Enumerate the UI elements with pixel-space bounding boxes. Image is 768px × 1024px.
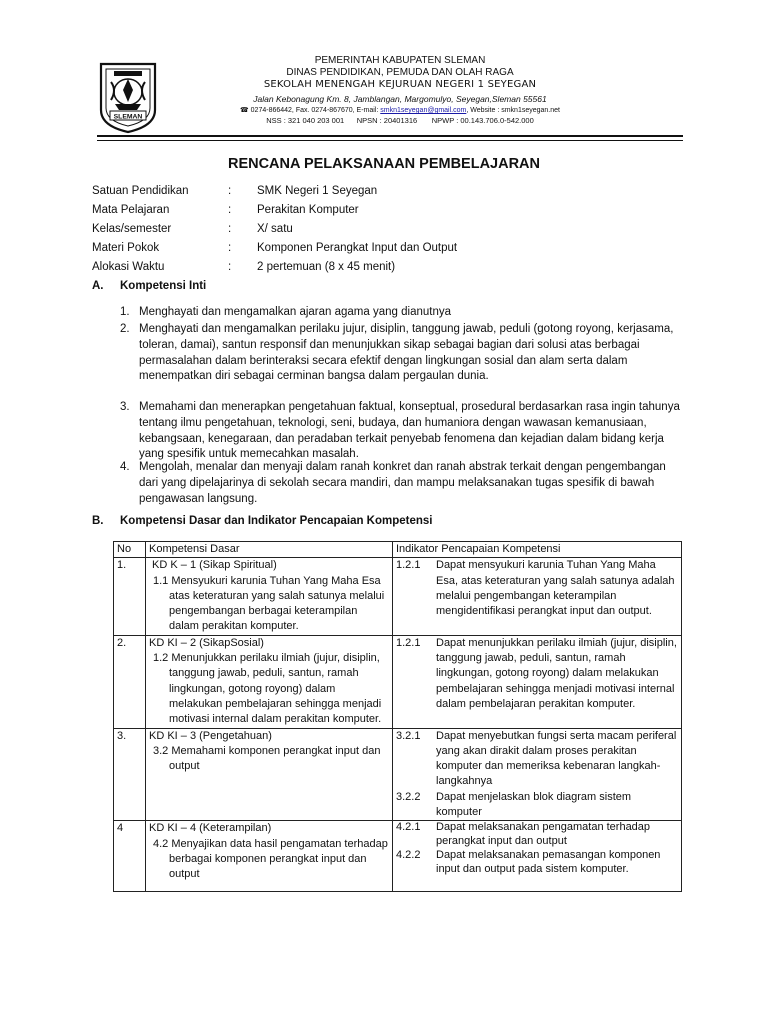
section-a-letter: A. bbox=[92, 280, 104, 292]
indicator-number: 3.2.1 bbox=[396, 729, 421, 742]
ki-number: 4. bbox=[120, 461, 130, 473]
header-contact bbox=[160, 106, 640, 114]
indicator-cell bbox=[393, 728, 682, 821]
table-row bbox=[114, 558, 682, 635]
ki-number: 3. bbox=[120, 401, 130, 413]
kd-cell bbox=[146, 821, 393, 891]
ki-text: Mengolah, menalar dan menyaji dalam ranah konkret dan ranah abstrak terkait dengan pengembangan dari yang dipelajarinya di sekolah secara mandiri, dan mampu melaksanakan tugas spesifik di bawah pengawasan langsung. bbox=[139, 461, 666, 505]
header-divider-thin bbox=[97, 140, 683, 141]
table-row bbox=[114, 821, 682, 891]
info-label-alokasi: Alokasi Waktu bbox=[92, 261, 165, 273]
info-label-satuan: Satuan Pendidikan bbox=[92, 185, 189, 197]
indicator-text: Dapat melaksanakan pemasangan komponen input dan output pada sistem komputer. bbox=[436, 848, 661, 875]
header-contact-suffix: , Website : smkn1seyegan.net bbox=[466, 107, 560, 114]
table-row bbox=[114, 635, 682, 728]
kd-head: KD KI – 4 (Keterampilan) bbox=[149, 822, 272, 835]
info-label-mapel: Mata Pelajaran bbox=[92, 204, 170, 216]
info-value-materi: Komponen Perangkat Input dan Output bbox=[257, 242, 458, 254]
section-a-title: Kompetensi Inti bbox=[120, 280, 207, 292]
row-no: 1. bbox=[114, 558, 146, 635]
kd-cell bbox=[146, 558, 393, 635]
table-row bbox=[114, 728, 682, 821]
indicator-text: Dapat menjelaskan blok diagram sistem komputer bbox=[436, 790, 632, 819]
section-b-letter: B. bbox=[92, 515, 104, 527]
info-value-mapel: Perakitan Komputer bbox=[257, 204, 359, 216]
header-no: No bbox=[114, 542, 146, 558]
kd-body: 1.1 Mensyukuri karunia Tuhan Yang Maha Esa atas keteraturan yang salah satunya melalui pengembangan berbagai keterampilan dalam perakitan komputer. bbox=[153, 574, 385, 633]
info-colon: : bbox=[228, 204, 232, 216]
indicator-text: Dapat menunjukkan perilaku ilmiah (jujur, disiplin, tanggung jawab, peduli, santun, ramah lingkungan, gotong royong) dalam melakukan pembelajaran sehingga menjadi motivasi internal dalam pembelajaran perakitan komputer. bbox=[436, 636, 677, 710]
kd-head: KD K – 1 (Sikap Spiritual) bbox=[149, 559, 277, 572]
info-label-kelas: Kelas/semester bbox=[92, 223, 172, 235]
header-department: DINAS PENDIDIKAN, PEMUDA DAN OLAH RAGA bbox=[286, 67, 514, 78]
indicator-item bbox=[396, 729, 678, 790]
indicator-cell bbox=[393, 821, 682, 891]
indicator-cell bbox=[393, 558, 682, 635]
ki-number: 1. bbox=[120, 306, 130, 318]
info-colon: : bbox=[228, 185, 232, 197]
kd-head: KD KI – 3 (Pengetahuan) bbox=[149, 729, 272, 742]
row-no: 2. bbox=[114, 635, 146, 728]
indicator-item bbox=[396, 790, 678, 821]
logo-text: SLEMAN bbox=[113, 113, 143, 121]
header-kd: Kompetensi Dasar bbox=[146, 542, 393, 558]
kd-body: 3.2 Memahami komponen perangkat input dan output bbox=[153, 744, 381, 773]
header-school-name: SEKOLAH MENENGAH KEJURUAN NEGERI 1 SEYEGAN bbox=[263, 79, 537, 90]
indicator-number: 1.2.1 bbox=[396, 559, 421, 572]
header-address: Jalan Kebonagung Km. 8, Jamblangan, Margomulyo, Seyegan,Sleman 55561 bbox=[253, 94, 547, 104]
row-no: 4 bbox=[114, 821, 146, 891]
section-b-title: Kompetensi Dasar dan Indikator Pencapaian Kompetensi bbox=[120, 515, 433, 527]
kd-cell bbox=[146, 635, 393, 728]
indicator-number: 1.2.1 bbox=[396, 636, 421, 649]
indicator-number: 4.2.2 bbox=[396, 848, 421, 861]
indicator-item bbox=[396, 849, 678, 877]
indicator-text: Dapat mensyukuri karunia Tuhan Yang Maha Esa, atas keteraturan yang salah satunya adalah melalui pengembangan keterampilan mengidentifikasi perangkat input dan output. bbox=[436, 559, 675, 618]
kd-head: KD KI – 2 (SikapSosial) bbox=[149, 636, 264, 649]
ki-text: Menghayati dan mengamalkan ajaran agama yang dianutnya bbox=[139, 306, 451, 318]
indicator-item bbox=[396, 821, 678, 849]
kd-cell bbox=[146, 728, 393, 821]
indicator-number: 4.2.1 bbox=[396, 821, 421, 834]
indicator-item bbox=[396, 558, 678, 619]
indicator-number: 3.2.2 bbox=[396, 790, 421, 803]
table-header-row bbox=[114, 542, 682, 558]
sleman-logo-icon bbox=[97, 60, 159, 134]
indicator-cell bbox=[393, 635, 682, 728]
indicator-text: Dapat melaksanakan pengamatan terhadap perangkat input dan output bbox=[436, 821, 651, 848]
info-label-materi: Materi Pokok bbox=[92, 242, 160, 254]
header-indicator: Indikator Pencapaian Kompetensi bbox=[393, 542, 682, 558]
competency-table bbox=[113, 541, 682, 892]
info-colon: : bbox=[228, 261, 232, 273]
header-email-link[interactable]: smkn1seyegan@gmail.com bbox=[380, 107, 467, 114]
info-colon: : bbox=[228, 223, 232, 235]
indicator-item bbox=[396, 636, 678, 712]
ki-text: Memahami dan menerapkan pengetahuan faktual, konseptual, prosedural berdasarkan rasa ingin tahunya tentang ilmu pengetahuan, teknologi, seni, budaya, dan humaniora dengan wawasan kemanusiaan, kebangsaan, kenegaraan, dan peradaban terkait penyebab fenomena dan kejadian dalam bidang kerja yang spesifik untuk memecahkan masalah. bbox=[139, 401, 680, 461]
header-government: PEMERINTAH KABUPATEN SLEMAN bbox=[314, 55, 486, 66]
kd-body: 4.2 Menyajikan data hasil pengamatan terhadap berbagai komponen perangkat input dan output bbox=[153, 837, 388, 881]
document-title: RENCANA PELAKSANAAN PEMBELAJARAN bbox=[227, 156, 541, 172]
ki-text: Menghayati dan mengamalkan perilaku jujur, disiplin, tanggung jawab, peduli (gotong royong, kerjasama, toleran, damai), santun responsif dan menunjukkan sikap sebagai bagian dari solusi atas berbagai permasalahan dalam berinteraksi secara efektif dengan lingkungan sosial dan alam serta dalam menempatkan diri sebagai cerminan bangsa dalam pergaulan dunia. bbox=[139, 323, 674, 383]
row-no: 3. bbox=[114, 728, 146, 821]
info-value-kelas: X/ satu bbox=[257, 223, 293, 235]
ki-number: 2. bbox=[120, 323, 130, 335]
kd-body: 1.2 Menunjukkan perilaku ilmiah (jujur, disiplin, tanggung jawab, peduli, santun, ramah lingkungan, gotong royong) dalam melakukan pembelajaran sehingga menjadi motivasi internal dalam perakitan komputer. bbox=[153, 652, 382, 726]
header-ids: NSS : 321 040 203 001 NPSN : 20401316 NPWP : 00.143.706.0-542.000 bbox=[266, 116, 534, 125]
indicator-text: Dapat menyebutkan fungsi serta macam periferal yang akan dirakit dalam proses perakitan komputer dan memeriksa kebenaran langkah-langkahnya bbox=[436, 729, 677, 788]
header-contact-prefix: ☎ 0274-866442, Fax. 0274-867670, E-mail: bbox=[240, 107, 381, 114]
header-divider-thick bbox=[97, 135, 683, 137]
info-value-satuan: SMK Negeri 1 Seyegan bbox=[257, 185, 378, 197]
info-value-alokasi: 2 pertemuan (8 x 45 menit) bbox=[257, 261, 396, 273]
info-colon: : bbox=[228, 242, 232, 254]
